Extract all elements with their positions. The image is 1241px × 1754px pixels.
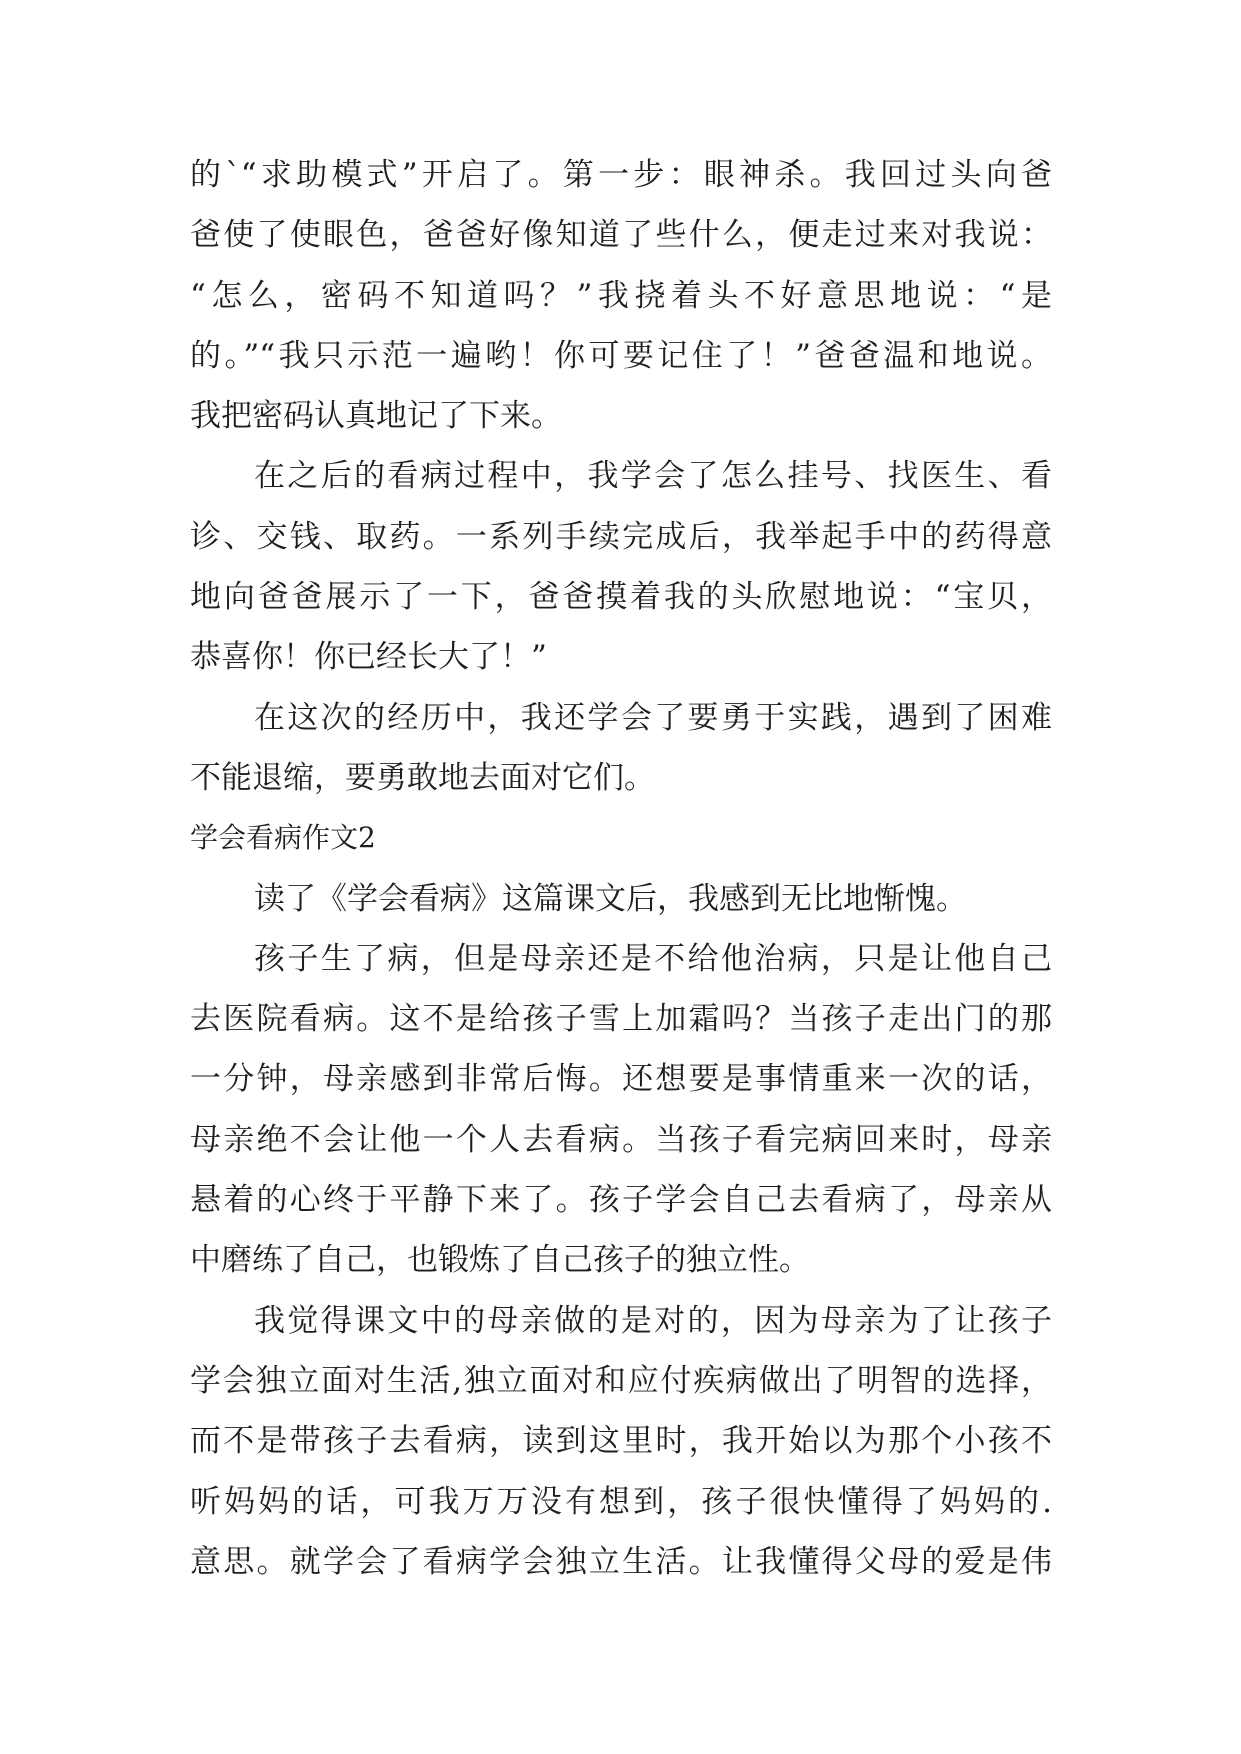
text-line: 不能退缩，要勇敢地去面对它们。: [190, 759, 655, 796]
section-heading: 学会看病作文2: [190, 821, 376, 855]
text-line: 爸使了使眼色，爸爸好像知道了些什么，便走过来对我说：: [190, 217, 1052, 254]
paragraph: [190, 688, 1052, 809]
paragraph: [190, 145, 1052, 446]
text-line: 悬着的心终于平静下来了。孩子学会自己去看病了，母亲从: [190, 1182, 1052, 1219]
text-line: 我觉得课文中的母亲做的是对的，因为母亲为了让孩子: [254, 1302, 1052, 1339]
text-line: 恭喜你！你已经长大了！”: [190, 639, 547, 676]
text-line: 而不是带孩子去看病，读到这里时，我开始以为那个小孩不: [190, 1423, 1052, 1460]
text-line: 地向爸爸展示了一下，爸爸摸着我的头欣慰地说：“宝贝，: [190, 579, 1052, 616]
text-line: 我把密码认真地记了下来。: [190, 398, 562, 435]
text-line: 意思。就学会了看病学会独立生活。让我懂得父母的爱是伟: [190, 1543, 1052, 1580]
text-line: 一分钟，母亲感到非常后悔。还想要是事情重来一次的话，: [190, 1061, 1052, 1098]
text-line: 听妈妈的话，可我万万没有想到，孩子很快懂得了妈妈的.: [190, 1483, 1052, 1520]
text-line: 读了《学会看病》这篇课文后，我感到无比地惭愧。: [254, 880, 967, 917]
text-line: 在之后的看病过程中，我学会了怎么挂号、找医生、看: [254, 458, 1052, 495]
paragraph: [190, 1291, 1052, 1592]
text-line: 中磨练了自己，也锻炼了自己孩子的独立性。: [190, 1242, 810, 1279]
text-line: 的`“求助模式”开启了。第一步：眼神杀。我回过头向爸: [190, 157, 1052, 193]
text-line: 在这次的经历中，我还学会了要勇于实践，遇到了困难: [254, 699, 1052, 736]
paragraph: [190, 929, 1052, 1291]
paragraph: [190, 446, 1052, 687]
document-body: [190, 145, 1052, 1592]
text-line: “怎么，密码不知道吗？”我挠着头不好意思地说：“是: [190, 277, 1052, 314]
text-line: 去医院看病。这不是给孩子雪上加霜吗？当孩子走出门的那: [190, 1001, 1052, 1038]
paragraph: [190, 869, 1052, 929]
text-line: 的。”“我只示范一遍哟！你可要记住了！”爸爸温和地说。: [190, 337, 1052, 374]
text-line: 母亲绝不会让他一个人去看病。当孩子看完病回来时，母亲: [190, 1121, 1052, 1158]
text-line: 学会独立面对生活,独立面对和应付疾病做出了明智的选择，: [190, 1362, 1052, 1399]
text-line: 诊、交钱、取药。一系列手续完成后，我举起手中的药得意: [190, 518, 1052, 555]
text-line: 孩子生了病，但是母亲还是不给他治病，只是让他自己: [254, 940, 1052, 977]
